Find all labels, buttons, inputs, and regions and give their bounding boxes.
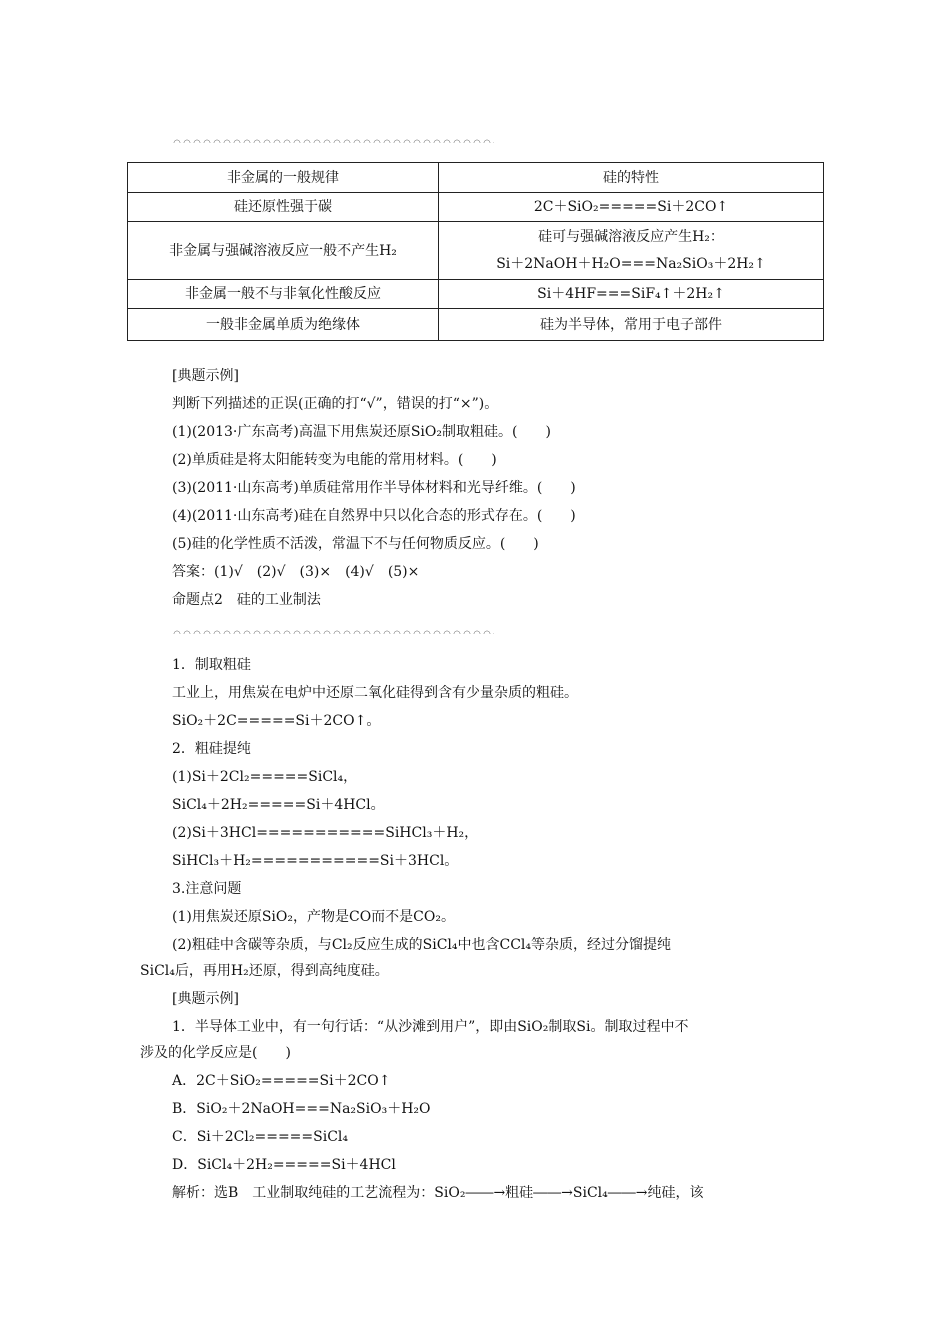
- option-item: B．SiO₂＋2NaOH===Na₂SiO₃＋H₂O: [172, 1101, 431, 1117]
- wavy-divider: [172, 628, 494, 636]
- table-cell: 非金属与强碱溶液反应一般不产生H₂: [128, 222, 439, 280]
- table-row: [128, 222, 824, 280]
- question-text: 1．半导体工业中，有一句行话：“从沙滩到用户”，即由SiO₂制取Si。制取过程中不: [172, 1019, 689, 1035]
- question-prompt: 判断下列描述的正误(正确的打“√”，错误的打“×”)。: [172, 396, 499, 412]
- equation: SiCl₄＋2H₂=====Si＋4HCl。: [172, 797, 385, 813]
- table-cell-line: 硅可与强碱溶液反应产生H₂：: [538, 228, 724, 245]
- subsection-heading: 1．制取粗硅: [172, 657, 251, 673]
- subsection-heading: 2．粗硅提纯: [172, 741, 251, 757]
- option-item: D．SiCl₄＋2H₂=====Si＋4HCl: [172, 1157, 396, 1173]
- example-tag: [典题示例]: [172, 991, 239, 1007]
- list-item: (4)(2011·山东高考)硅在自然界中只以化合态的形式存在。( ): [172, 508, 576, 524]
- table-cell: 非金属一般不与非氧化性酸反应: [128, 280, 439, 309]
- answer-line: 答案：(1)√ (2)√ (3)× (4)√ (5)×: [172, 564, 420, 580]
- equation: (2)Si＋3HCl===========SiHCl₃＋H₂，: [172, 825, 479, 841]
- table-row: [128, 309, 824, 341]
- table-cell: 硅为半导体，常用于电子部件: [439, 309, 824, 341]
- analysis-line: 解析：选B 工业制取纯硅的工艺流程为：SiO₂――→粗硅――→SiCl₄――→纯硅，该: [172, 1185, 704, 1201]
- subsection-heading: 3.注意问题: [172, 881, 242, 897]
- wavy-divider: [172, 137, 494, 145]
- equation: SiHCl₃＋H₂===========Si＋3HCl。: [172, 853, 459, 869]
- table-cell: 2C＋SiO₂=====Si＋2CO↑: [439, 193, 824, 222]
- paragraph: 工业上，用焦炭在电炉中还原二氧化硅得到含有少量杂质的粗硅。: [172, 685, 578, 701]
- question-text: 涉及的化学反应是( ): [140, 1045, 291, 1061]
- list-item: (2)单质硅是将太阳能转变为电能的常用材料。( ): [172, 452, 497, 468]
- example-tag: [典题示例]: [172, 368, 239, 384]
- table-row: [128, 280, 824, 309]
- option-item: C．Si＋2Cl₂=====SiCl₄: [172, 1129, 349, 1145]
- section-title: 命题点2 硅的工业制法: [172, 592, 321, 608]
- table-cell: Si＋4HF===SiF₄↑＋2H₂↑: [439, 280, 824, 309]
- option-item: A．2C＋SiO₂=====Si＋2CO↑: [172, 1073, 391, 1089]
- equation: (1)Si＋2Cl₂=====SiCl₄，: [172, 769, 358, 785]
- properties-table: [127, 162, 824, 341]
- table-cell: 硅还原性强于碳: [128, 193, 439, 222]
- equation: SiO₂＋2C=====Si＋2CO↑。: [172, 713, 381, 729]
- table-header-cell: 非金属的一般规律: [128, 163, 439, 193]
- table-header-row: [128, 163, 824, 193]
- note-line: (1)用焦炭还原SiO₂，产物是CO而不是CO₂。: [172, 909, 455, 925]
- note-line: (2)粗硅中含碳等杂质，与Cl₂反应生成的SiCl₄中也含CCl₄等杂质，经过分馏提纯: [172, 937, 672, 953]
- table-row: [128, 193, 824, 222]
- list-item: (3)(2011·山东高考)单质硅常用作半导体材料和光导纤维。( ): [172, 480, 576, 496]
- table-cell: 一般非金属单质为绝缘体: [128, 309, 439, 341]
- table-header-cell: 硅的特性: [439, 163, 824, 193]
- list-item: (5)硅的化学性质不活泼，常温下不与任何物质反应。( ): [172, 536, 539, 552]
- list-item: (1)(2013·广东高考)高温下用焦炭还原SiO₂制取粗硅。( ): [172, 424, 551, 440]
- table-cell: [439, 222, 824, 280]
- table-cell-line: Si＋2NaOH＋H₂O===Na₂SiO₃＋2H₂↑: [496, 255, 766, 272]
- note-line: SiCl₄后，再用H₂还原，得到高纯度硅。: [140, 963, 389, 979]
